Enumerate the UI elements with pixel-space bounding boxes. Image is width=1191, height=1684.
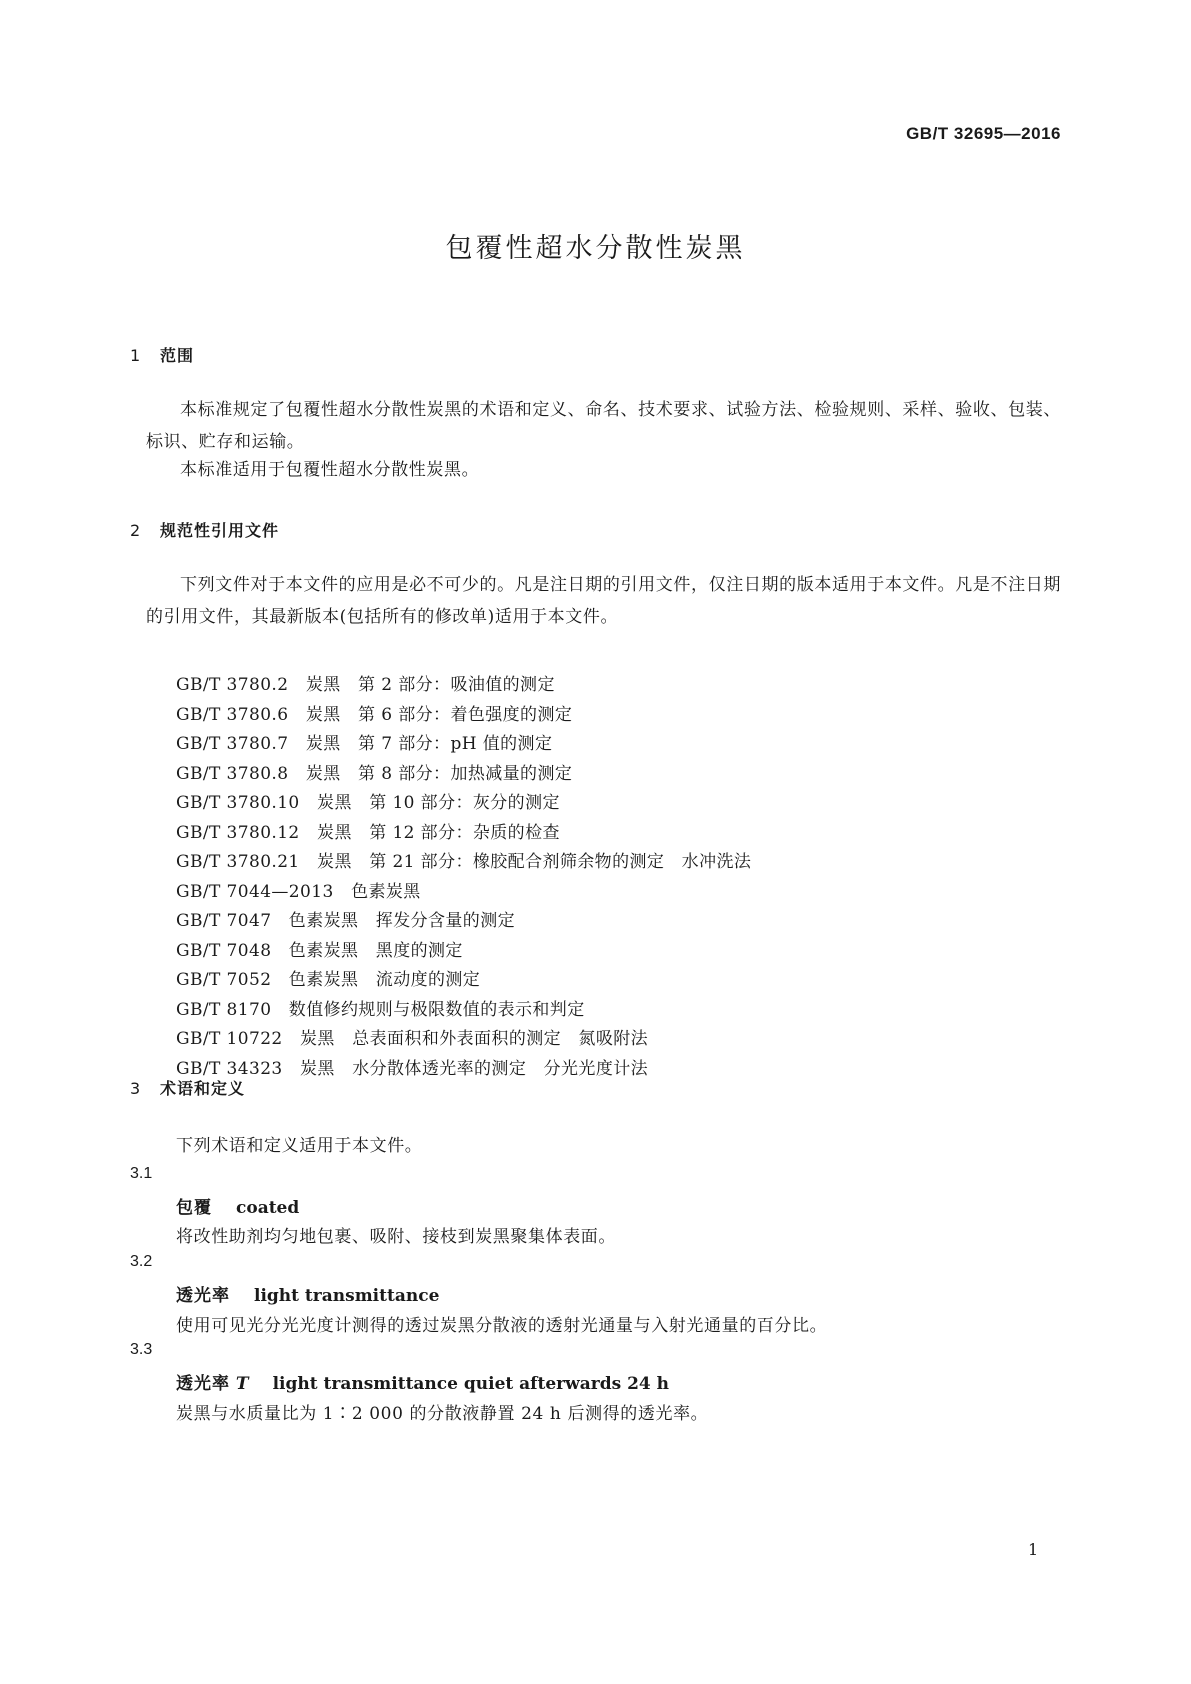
reference-item: GB/T 3780.2 炭黑 第 2 部分：吸油值的测定 bbox=[176, 675, 555, 695]
reference-item: GB/T 7048 色素炭黑 黑度的测定 bbox=[176, 940, 463, 961]
term-heading bbox=[176, 1193, 299, 1218]
reference-item: GB/T 7044—2013 色素炭黑 bbox=[176, 881, 421, 902]
section-2-heading bbox=[130, 518, 279, 541]
terms-intro: 下列术语和定义适用于本文件。 bbox=[176, 1136, 423, 1156]
reference-item: GB/T 3780.10 炭黑 第 10 部分：灰分的测定 bbox=[176, 793, 560, 813]
scope-paragraph-2: 本标准适用于包覆性超水分散性炭黑。 bbox=[180, 460, 480, 480]
scope-paragraph-1: 本标准规定了包覆性超水分散性炭黑的术语和定义、命名、技术要求、试验方法、检验规则、采样、验收、包装、标识、贮存和运输。 bbox=[146, 400, 1061, 452]
section-title: 规范性引用文件 bbox=[160, 521, 280, 540]
section-title: 范围 bbox=[160, 346, 195, 365]
document-title: 包覆性超水分散性炭黑 bbox=[445, 233, 746, 264]
reference-item: GB/T 3780.8 炭黑 第 8 部分：加热减量的测定 bbox=[176, 763, 573, 784]
reference-item: GB/T 3780.12 炭黑 第 12 部分：杂质的检查 bbox=[176, 822, 560, 843]
term-english: coated bbox=[236, 1198, 300, 1218]
term-english: light transmittance bbox=[254, 1286, 440, 1306]
references-intro: 下列文件对于本文件的应用是必不可少的。凡是注日期的引用文件，仅注日期的版本适用于本文件。凡是不注日期的引用文件，其最新版本(包括所有的修改单)适用于本文件。 bbox=[146, 575, 1061, 627]
reference-item: GB/T 7052 色素炭黑 流动度的测定 bbox=[176, 970, 481, 990]
term-heading bbox=[176, 1369, 669, 1394]
term-definition: 炭黑与水质量比为 1∶2 000 的分散液静置 24 h 后测得的透光率。 bbox=[176, 1404, 709, 1424]
page-number: 1 bbox=[1028, 1540, 1039, 1559]
section-number: 1 bbox=[130, 346, 142, 365]
term-number: 3.3 bbox=[130, 1341, 153, 1358]
section-1-heading bbox=[130, 343, 194, 366]
section-3-heading bbox=[130, 1076, 245, 1099]
term-definition: 将改性助剂均匀地包裹、吸附、接枝到炭黑聚集体表面。 bbox=[176, 1227, 616, 1247]
section-title: 术语和定义 bbox=[160, 1079, 246, 1098]
term-symbol: T bbox=[235, 1374, 249, 1394]
term-definition: 使用可见光分光光度计测得的透过炭黑分散液的透射光通量与入射光通量的百分比。 bbox=[176, 1316, 828, 1336]
reference-item: GB/T 10722 炭黑 总表面积和外表面积的测定 氮吸附法 bbox=[176, 1029, 649, 1049]
term-chinese: 透光率 bbox=[176, 1374, 230, 1394]
term-number: 3.1 bbox=[130, 1165, 153, 1182]
standard-code: GB/T 32695—2016 bbox=[906, 124, 1061, 143]
reference-item: GB/T 8170 数值修约规则与极限数值的表示和判定 bbox=[176, 999, 585, 1020]
reference-item: GB/T 3780.7 炭黑 第 7 部分：pH 值的测定 bbox=[176, 734, 553, 754]
term-number: 3.2 bbox=[130, 1253, 153, 1270]
section-number: 2 bbox=[130, 521, 142, 540]
reference-item: GB/T 34323 炭黑 水分散体透光率的测定 分光光度计法 bbox=[176, 1058, 649, 1079]
reference-item: GB/T 7047 色素炭黑 挥发分含量的测定 bbox=[176, 911, 516, 931]
term-english: light transmittance quiet afterwards 24 h bbox=[272, 1374, 670, 1394]
term-chinese: 透光率 bbox=[176, 1286, 230, 1306]
reference-item: GB/T 3780.6 炭黑 第 6 部分：着色强度的测定 bbox=[176, 704, 573, 725]
term-heading bbox=[176, 1281, 439, 1306]
reference-item: GB/T 3780.21 炭黑 第 21 部分：橡胶配合剂筛余物的测定 水冲洗法 bbox=[176, 852, 752, 872]
term-chinese: 包覆 bbox=[176, 1198, 212, 1218]
section-number: 3 bbox=[130, 1079, 142, 1098]
